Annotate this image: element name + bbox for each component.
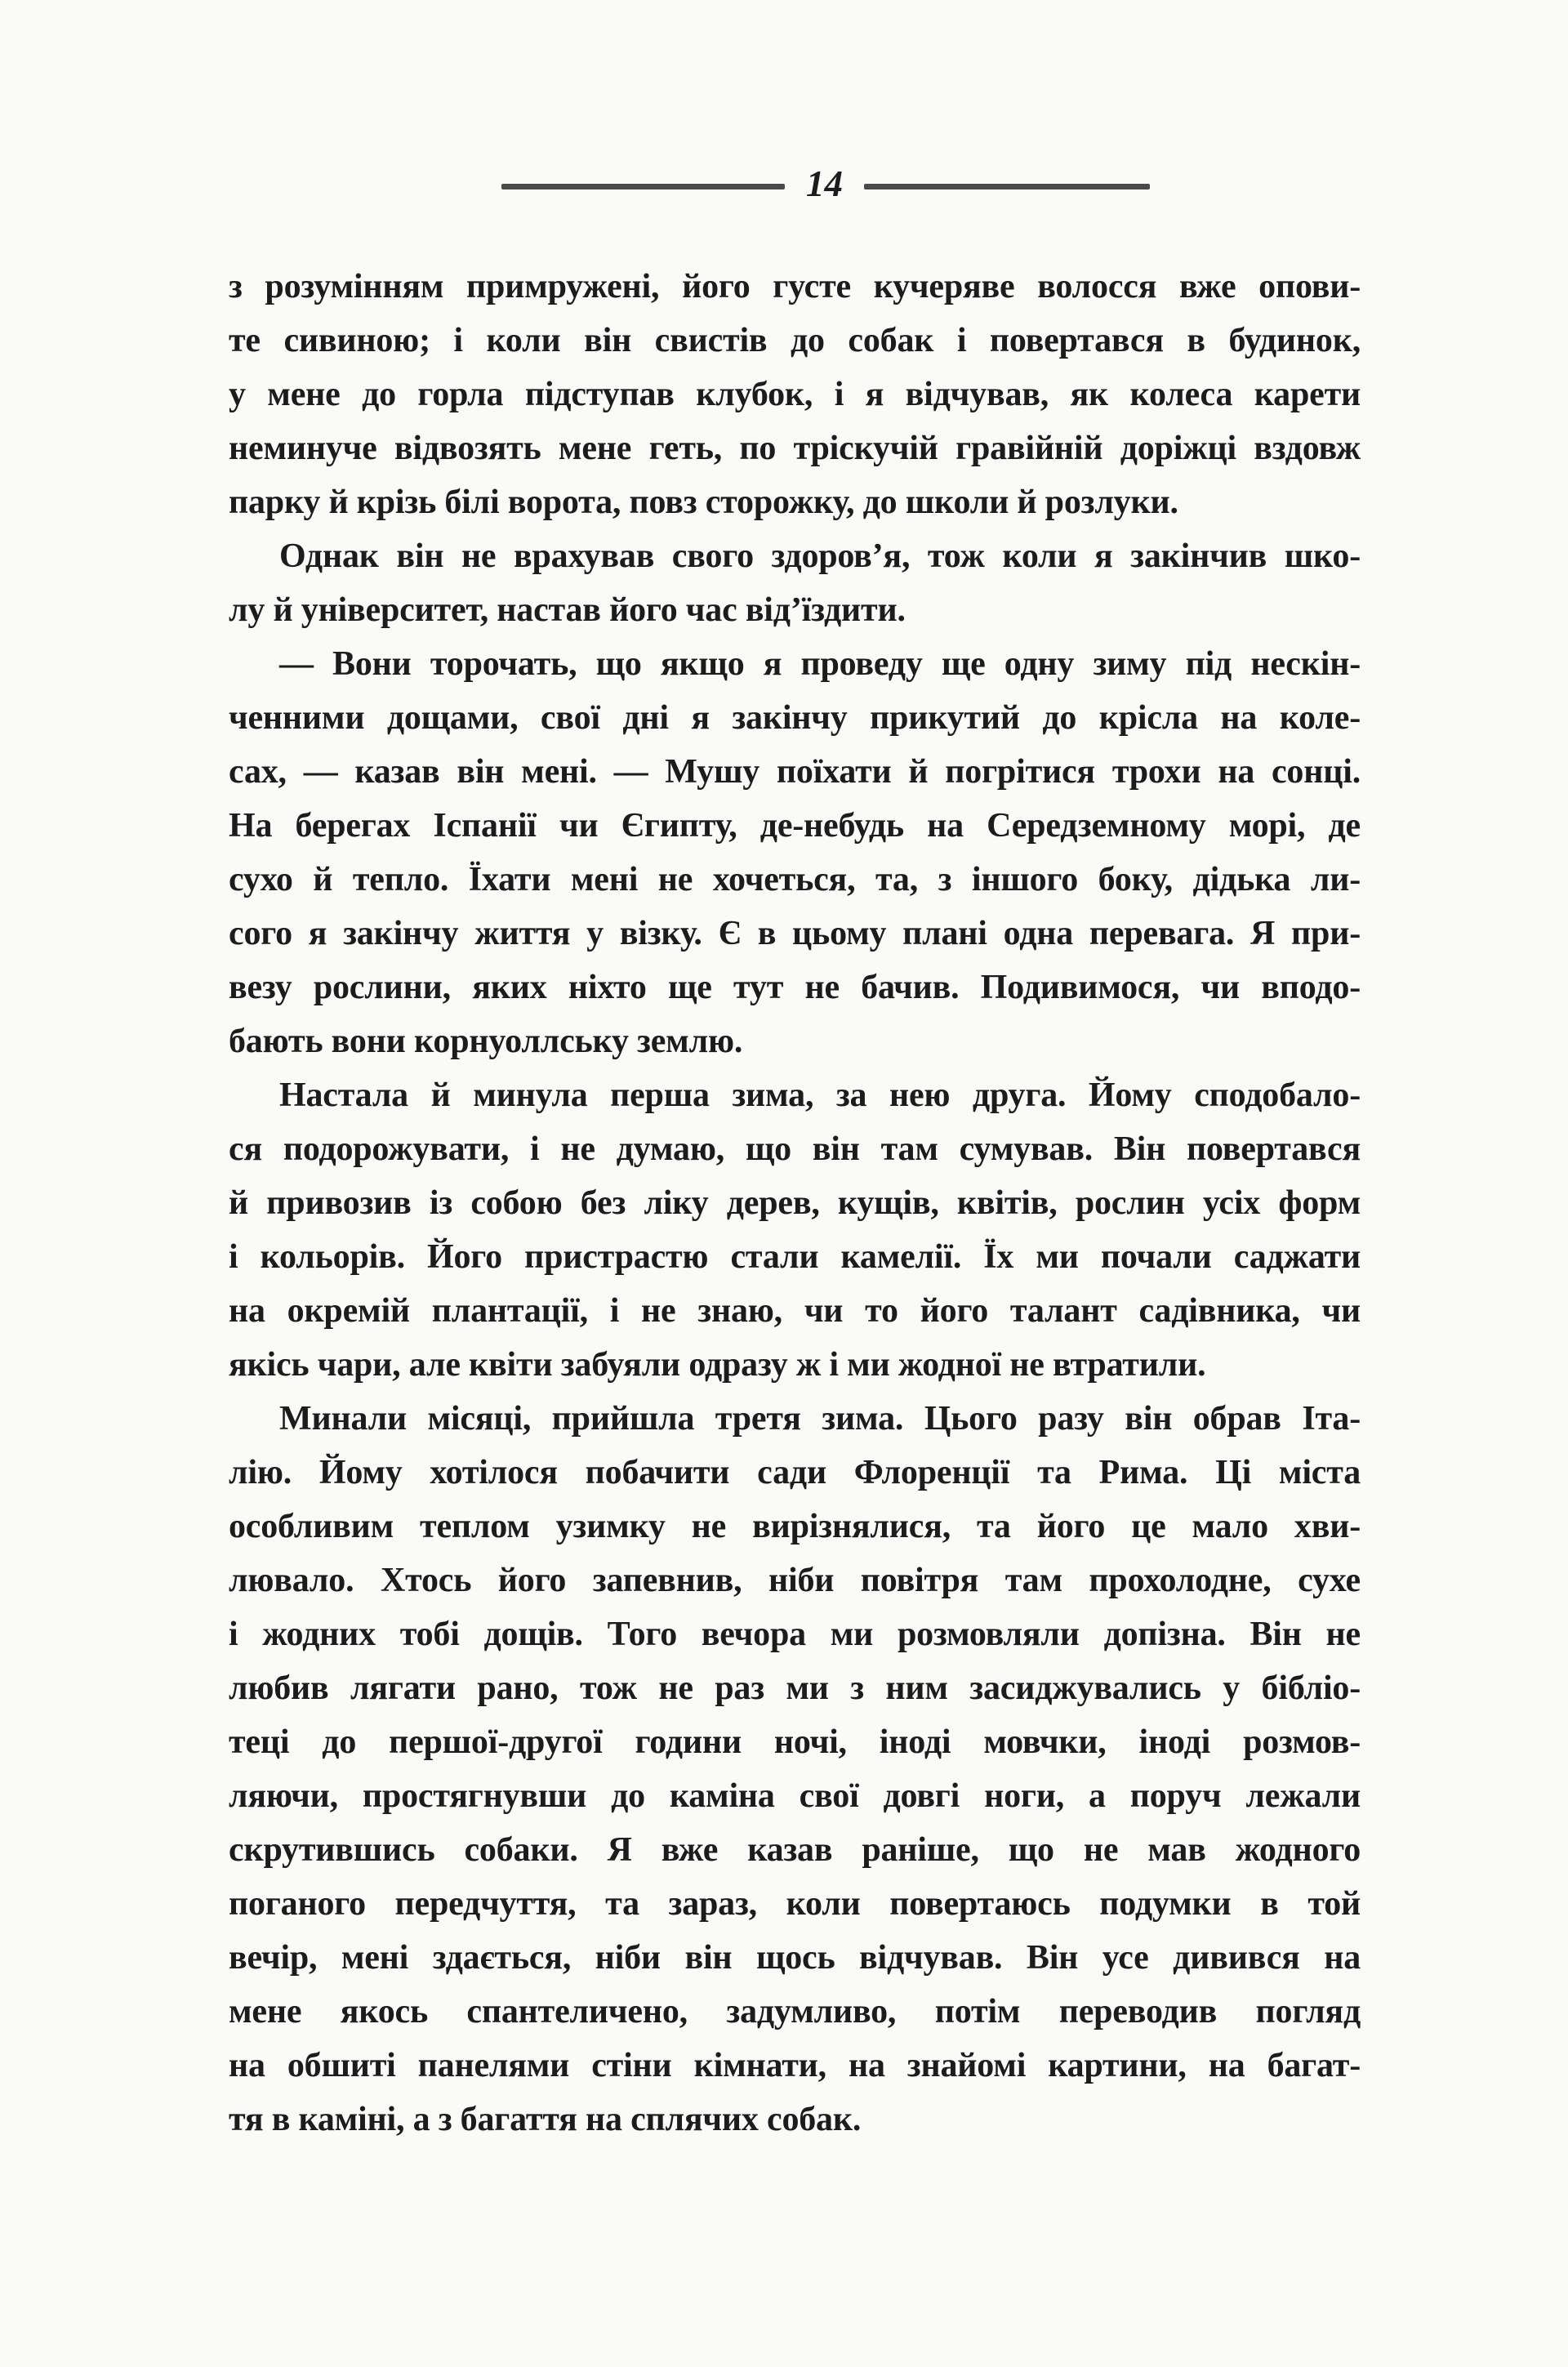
text-line: мене якось спантеличено, задумливо, потім переводив погляд — [229, 1993, 1361, 2030]
text-line: сухо й тепло. Їхати мені не хочеться, та, з іншого боку, дідька ли- — [229, 861, 1361, 898]
text-line: ся подорожувати, і не думаю, що він там сумував. Він повертався — [229, 1130, 1361, 1168]
page-number: 14 — [806, 163, 843, 204]
header-rule-left — [501, 184, 785, 189]
text-line: ляючи, простягнувши до каміна свої довгі ноги, а поруч лежали — [229, 1777, 1361, 1815]
text-line: неминуче відвозять мене геть, по тріскучій гравійній доріжці вздовж — [229, 430, 1361, 467]
text-line: і жодних тобі дощів. Того вечора ми розмовляли допізна. Він не — [229, 1616, 1361, 1653]
text-line: Однак він не врахував свого здоров’я, тож коли я закінчив шко- — [279, 537, 1361, 575]
text-line: скрутившись собаки. Я вже казав раніше, що не мав жодного — [229, 1831, 1361, 1869]
text-line: поганого передчуття, та зараз, коли повертаюсь подумки в той — [229, 1885, 1361, 1923]
text-line: везу рослини, яких ніхто ще тут не бачив. Подивимося, чи вподо- — [229, 969, 1361, 1006]
text-line: лу й університет, настав його час від’їздити. — [229, 591, 906, 629]
text-line: у мене до горла підступав клубок, і я відчував, як колеса карети — [229, 376, 1361, 413]
text-line: лію. Йому хотілося побачити сади Флоренції та Рима. Ці міста — [229, 1454, 1361, 1491]
text-line: лювало. Хтось його запевнив, ніби повітря там прохолодне, сухе — [229, 1562, 1361, 1599]
text-line: любив лягати рано, тож не раз ми з ним засиджувались у бібліо- — [229, 1669, 1361, 1707]
text-line: — Вони торочать, що якщо я проведу ще одну зиму під нескін- — [279, 645, 1361, 683]
text-line: сах, — казав він мені. — Мушу поїхати й погрітися трохи на сонці. — [229, 753, 1361, 791]
text-line: на обшиті панелями стіни кімнати, на знайомі картини, на багат- — [229, 2047, 1361, 2084]
text-line: і кольорів. Його пристрастю стали камелії. Їх ми почали саджати — [229, 1238, 1361, 1276]
text-line: Настала й минула перша зима, за нею друга. Йому сподобало- — [279, 1077, 1361, 1114]
text-line: особливим теплом узимку не вирізнялися, та його це мало хви- — [229, 1508, 1361, 1545]
text-line: Минали місяці, прийшла третя зима. Цього разу він обрав Іта- — [279, 1400, 1361, 1438]
text-line: з розумінням примружені, його густе кучеряве волосся вже опови- — [229, 268, 1361, 305]
text-line: теці до першої-другої години ночі, іноді мовчки, іноді розмов- — [229, 1723, 1361, 1761]
text-line: якісь чари, але квіти забуяли одразу ж і ми жодної не втратили. — [229, 1346, 1206, 1384]
text-line: бають вони корнуоллську землю. — [229, 1023, 743, 1060]
text-block — [229, 260, 1361, 2146]
text-line: те сивиною; і коли він свистів до собак і повертався в будинок, — [229, 322, 1361, 359]
text-line: й привозив із собою без ліку дерев, кущів, квітів, рослин усіх форм — [229, 1184, 1361, 1222]
text-line: тя в каміні, а з багаття на сплячих собак. — [229, 2101, 862, 2138]
text-line: на окремій плантації, і не знаю, чи то його талант садівника, чи — [229, 1292, 1361, 1330]
text-line: сого я закінчу життя у візку. Є в цьому плані одна перевага. Я при- — [229, 915, 1361, 952]
page-header — [498, 162, 1153, 211]
text-line: вечір, мені здається, ніби він щось відчував. Він усе дивився на — [229, 1939, 1361, 1977]
text-line: ченними дощами, свої дні я закінчу прикутий до крісла на коле- — [229, 699, 1361, 737]
text-line: парку й крізь білі ворота, повз сторожку, до школи й розлуки. — [229, 484, 1178, 521]
text-line: На берегах Іспанії чи Єгипту, де-небудь на Середземному морі, де — [229, 807, 1361, 845]
header-rule-right — [864, 184, 1150, 189]
